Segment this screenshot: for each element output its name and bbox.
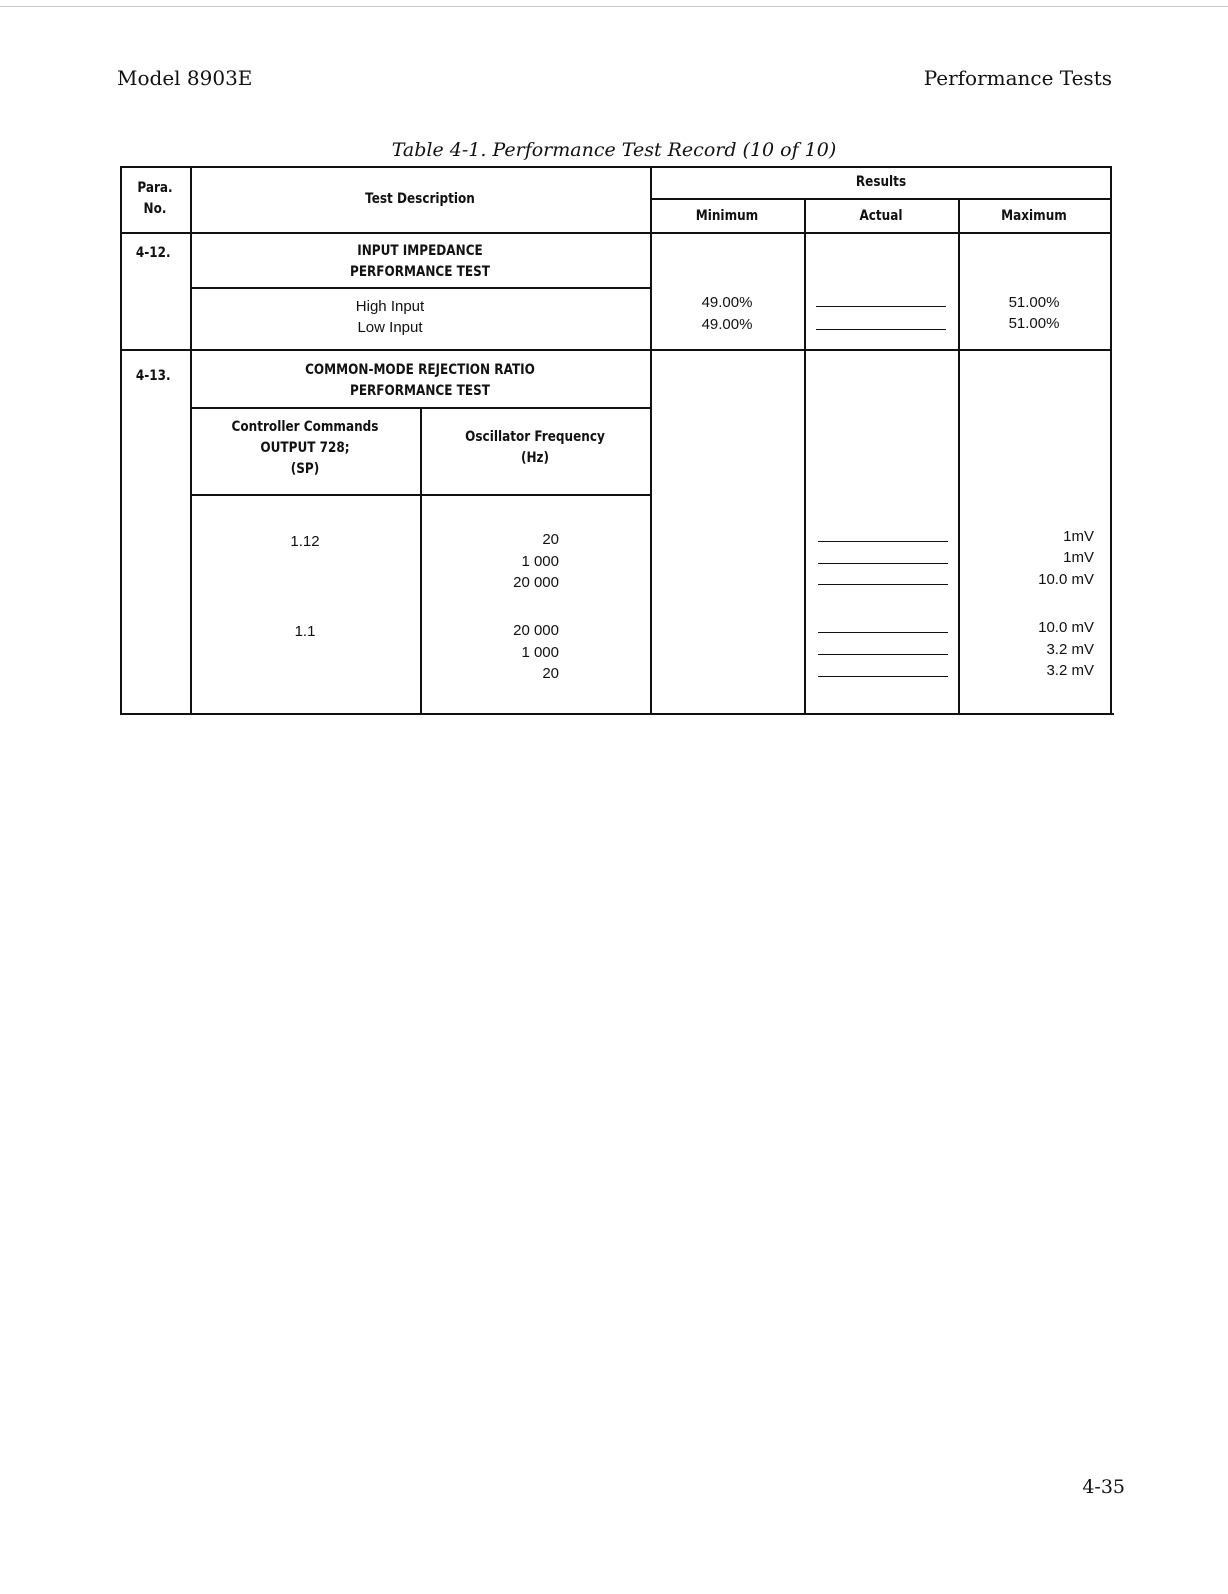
maximum-value: 3.2 mV [1046, 641, 1094, 658]
actual-blank-line [818, 541, 948, 542]
para-4-12: 4-12. [135, 245, 171, 261]
cmrr-title: COMMON-MODE REJECTION RATIO PERFORMANCE TEST [305, 362, 535, 399]
header-test-description: Test Description [365, 191, 475, 207]
command-value: 1.12 [290, 533, 320, 550]
frequency-value: 20 [542, 531, 559, 548]
frequency-value: 20 000 [513, 622, 559, 639]
actual-blank-line [818, 676, 948, 677]
maximum-value: 1mV [1063, 528, 1094, 545]
table-row: Low Input [357, 319, 423, 336]
performance-test-record-table [0, 0, 1228, 740]
frequency-value: 20 [542, 665, 559, 682]
maximum-value: 1mV [1063, 549, 1094, 566]
actual-blank-line [818, 563, 948, 564]
frequency-value: 1 000 [521, 644, 559, 661]
maximum-value: 51.00% [1008, 315, 1060, 332]
actual-blank-line [818, 584, 948, 585]
header-actual: Actual [859, 208, 903, 224]
actual-blank-line [816, 329, 946, 330]
header-results: Results [855, 174, 907, 190]
actual-blank-line [816, 306, 946, 307]
maximum-value: 51.00% [1008, 294, 1060, 311]
actual-blank-line [818, 632, 948, 633]
table-caption: Table 4-1. Performance Test Record (10 of 10) [391, 139, 837, 161]
oscillator-frequency-header: Oscillator Frequency (Hz) [465, 429, 605, 466]
header-minimum: Minimum [695, 208, 759, 224]
controller-commands-header: Controller Commands OUTPUT 728; (SP) [231, 419, 379, 477]
header-maximum: Maximum [1001, 208, 1067, 224]
minimum-value: 49.00% [701, 316, 753, 333]
header-section: Performance Tests [923, 66, 1112, 90]
maximum-value: 3.2 mV [1046, 662, 1094, 679]
maximum-value: 10.0 mV [1038, 619, 1094, 636]
frequency-value: 1 000 [521, 553, 559, 570]
header-para-no: Para. No. [137, 180, 173, 217]
actual-blank-line [818, 654, 948, 655]
frequency-value: 20 000 [513, 574, 559, 591]
maximum-value: 10.0 mV [1038, 571, 1094, 588]
page-number: 4-35 [1082, 1476, 1125, 1498]
input-impedance-title: INPUT IMPEDANCE PERFORMANCE TEST [349, 243, 490, 280]
table-row: High Input [355, 298, 425, 315]
minimum-value: 49.00% [701, 294, 753, 311]
command-value: 1.1 [294, 623, 316, 640]
para-4-13: 4-13. [135, 368, 171, 384]
header-model: Model 8903E [117, 66, 253, 90]
